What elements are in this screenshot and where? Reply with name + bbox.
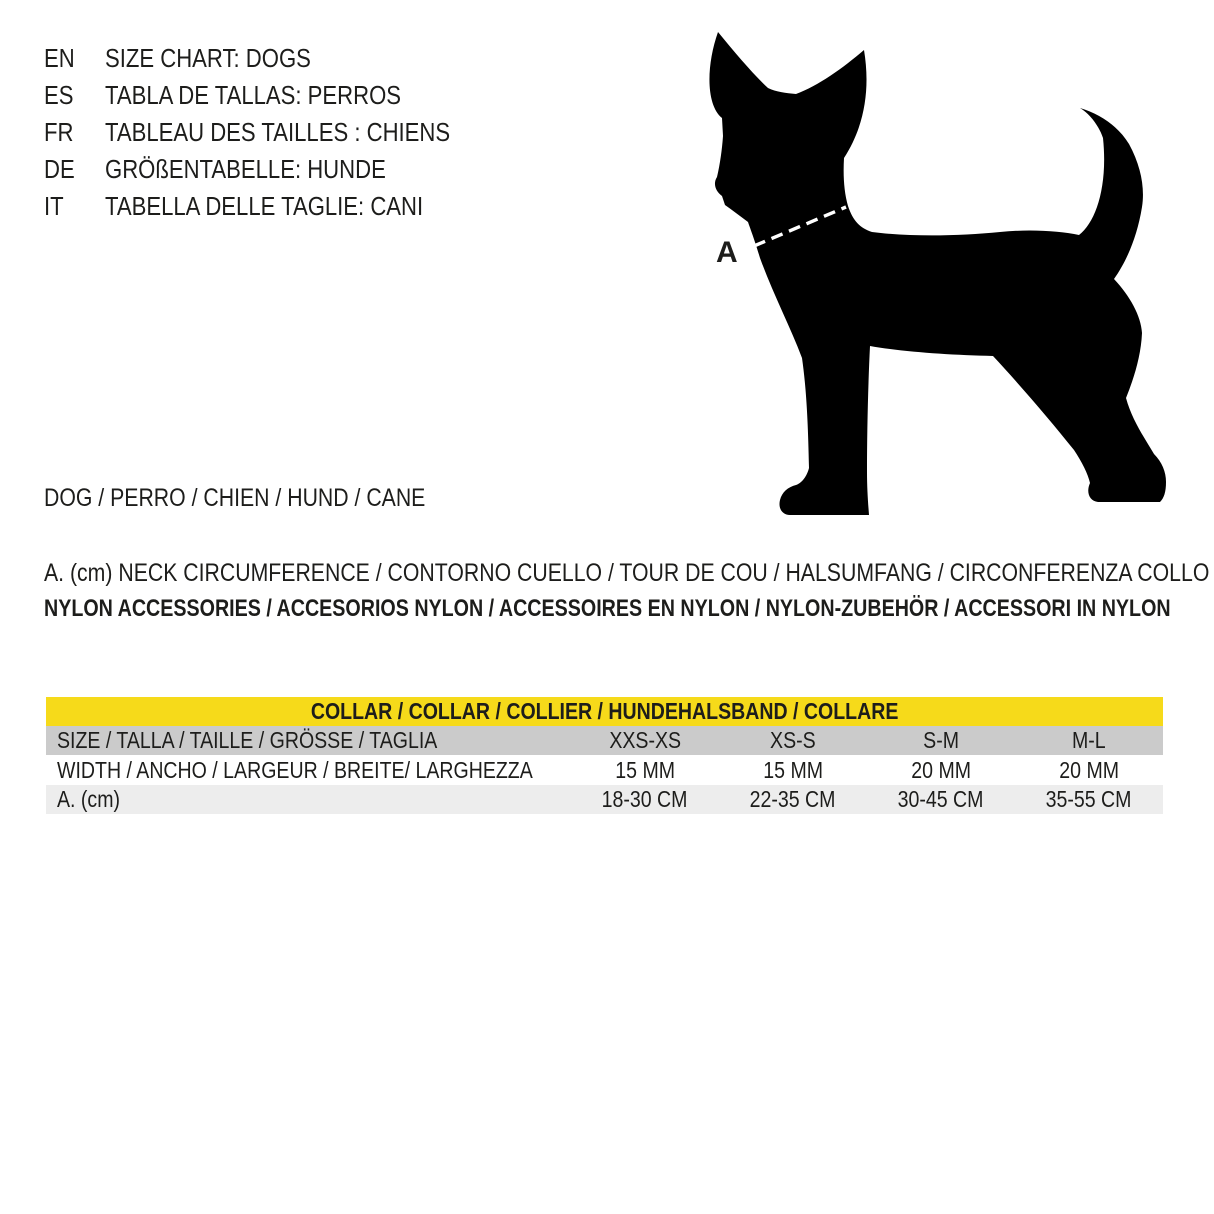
measure-a-label: A: [716, 236, 738, 269]
language-code: FR: [44, 117, 74, 147]
page-title-es: TABLA DE TALLAS: PERROS: [105, 80, 402, 110]
size-value: S-M: [923, 727, 959, 753]
language-code: DE: [44, 154, 75, 184]
material-note: NYLON ACCESSORIES / ACCESORIOS NYLON / ACCESSOIRES EN NYLON / NYLON-ZUBEHÖR / ACCESSORI IN NYLON: [44, 595, 1171, 622]
table-row-neck-cm: [46, 785, 1163, 814]
width-value: 15 MM: [615, 756, 675, 783]
dog-silhouette: [709, 32, 1166, 515]
language-code: IT: [44, 191, 64, 221]
language-row-es: [44, 77, 511, 114]
language-code: ES: [44, 80, 74, 110]
size-value: XS-S: [770, 727, 816, 753]
language-row-it: [44, 188, 511, 225]
dog-silhouette-figure: [698, 26, 1173, 518]
neck-range-value: 35-55 CM: [1046, 786, 1132, 812]
page-title: SIZE CHART: DOGS: [105, 43, 311, 73]
row-label-size: SIZE / TALLA / TAILLE / GRÖSSE / TAGLIA: [57, 727, 438, 753]
table-title-row: [46, 697, 1163, 726]
size-value: M-L: [1072, 727, 1106, 753]
width-value: 20 MM: [1059, 756, 1119, 783]
width-value: 15 MM: [763, 756, 823, 783]
neck-range-value: 30-45 CM: [898, 786, 984, 812]
page-title-de: GRÖßENTABELLE: HUNDE: [105, 154, 386, 184]
table-row-size: [46, 726, 1163, 755]
collar-size-table: [46, 697, 1163, 814]
dog-silhouette-svg: [698, 26, 1173, 518]
language-row-en: [44, 40, 511, 77]
table-row-width: [46, 755, 1163, 785]
neck-range-value: 18-30 CM: [602, 786, 688, 812]
row-label-width: WIDTH / ANCHO / LARGEUR / BREITE/ LARGHEZZA: [57, 756, 533, 783]
page-title-it: TABELLA DELLE TAGLIE: CANI: [105, 191, 424, 221]
language-row-fr: [44, 114, 511, 151]
language-code: EN: [44, 43, 75, 73]
neck-range-value: 22-35 CM: [750, 786, 836, 812]
dog-caption: DOG / PERRO / CHIEN / HUND / CANE: [44, 484, 426, 512]
page-title-fr: TABLEAU DES TAILLES : CHIENS: [105, 117, 451, 147]
neck-circumference-note: A. (cm) NECK CIRCUMFERENCE / CONTORNO CUELLO / TOUR DE COU / HALSUMFANG / CIRCONFERENZA COLLO: [44, 559, 1210, 587]
table-title: COLLAR / COLLAR / COLLIER / HUNDEHALSBAND / COLLARE: [310, 698, 899, 724]
row-label-neck-cm: A. (cm): [57, 786, 120, 812]
language-title-list: [44, 40, 511, 225]
width-value: 20 MM: [911, 756, 971, 783]
size-value: XXS-XS: [609, 727, 681, 753]
language-row-de: [44, 151, 511, 188]
